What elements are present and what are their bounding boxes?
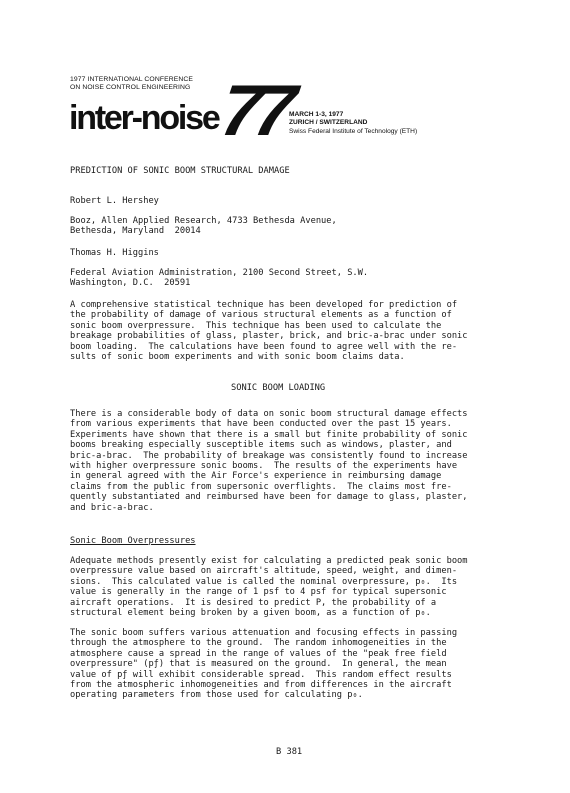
event-institute: Swiss Federal Institute of Technology (ETH)	[289, 127, 418, 135]
paper-title: PREDICTION OF SONIC BOOM STRUCTURAL DAMAGE	[70, 166, 290, 176]
conference-name-line1: 1977 INTERNATIONAL CONFERENCE	[70, 76, 194, 83]
author1-affiliation: Booz, Allen Applied Research, 4733 Bethesda Avenue, Bethesda, Maryland 20014	[70, 216, 337, 237]
subsection-heading-sonic-boom-overpressures: Sonic Boom Overpressures	[70, 536, 196, 546]
abstract: A comprehensive statistical technique has been developed for prediction of the probability of damage of various structural elements as a function of sonic boom overpressure. This technique has been used to calculate the breakage probabilities of glass, plaster, brick, and bric-a-brac under sonic boom loading. The calculations have been found to agree well with the re- sults of sonic boom experiments and with sonic boom claims data.	[70, 300, 468, 363]
conference-name	[70, 76, 193, 93]
subsection-paragraph1: Adequate methods presently exist for calculating a predicted peak sonic boom overpressure value based on aircraft's altitude, speed, weight, and dimen- sions. This calculated value is called the nominal overpressure, p₀. Its value is generally in the range of 1 psf to 4 psf for typical supersonic aircraft operations. It is desired to predict P, the probability of a structural element being broken by a given boom, as a function of p₀.	[70, 556, 468, 619]
event-location: ZURICH / SWITZERLAND	[289, 119, 368, 127]
section1-paragraph: There is a considerable body of data on sonic boom structural damage effects from various experiments that have been conducted over the past 15 years. Experiments have shown that there is a small but finite probability of sonic booms breaking especially susceptible items such as windows, plaster, and bric-a-brac. The probability of breakage was consistently found to increase with higher overpressure sonic booms. The results of the experiments have in general agreed with the Air Force's experience in reimbursing damage claims from the public from supersonic overflights. The claims most fre- quently substantiated and reimbursed have been for damage to glass, plaster, and bric-a-brac.	[70, 409, 468, 513]
author2-name: Thomas H. Higgins	[70, 248, 159, 258]
inter-noise-logo: inter-noise	[69, 99, 219, 137]
author1-name: Robert L. Hershey	[70, 196, 159, 206]
subsection-paragraph2: The sonic boom suffers various attenuation and focusing effects in passing through the atmosphere to the ground. The random inhomogeneities in the atmosphere cause a spread in the range of values of the "peak free field overpressure" (pƒ) that is measured on the ground. In general, the mean value of pƒ will exhibit considerable spread. This random effect results from the atmospheric inhomogeneities and from differences in the aircraft operating parameters from those used for calculating p₀.	[70, 628, 458, 701]
conference-year-logo: 77	[216, 71, 294, 151]
conference-name-line2: ON NOISE CONTROL ENGINEERING	[70, 84, 191, 92]
section-heading-sonic-boom-loading: SONIC BOOM LOADING	[231, 383, 326, 393]
event-info	[289, 111, 417, 136]
author2-affiliation: Federal Aviation Administration, 2100 Second Street, S.W. Washington, D.C. 20591	[70, 268, 369, 289]
page-number: B 381	[276, 747, 303, 757]
event-dates: MARCH 1-3, 1977	[289, 111, 344, 118]
